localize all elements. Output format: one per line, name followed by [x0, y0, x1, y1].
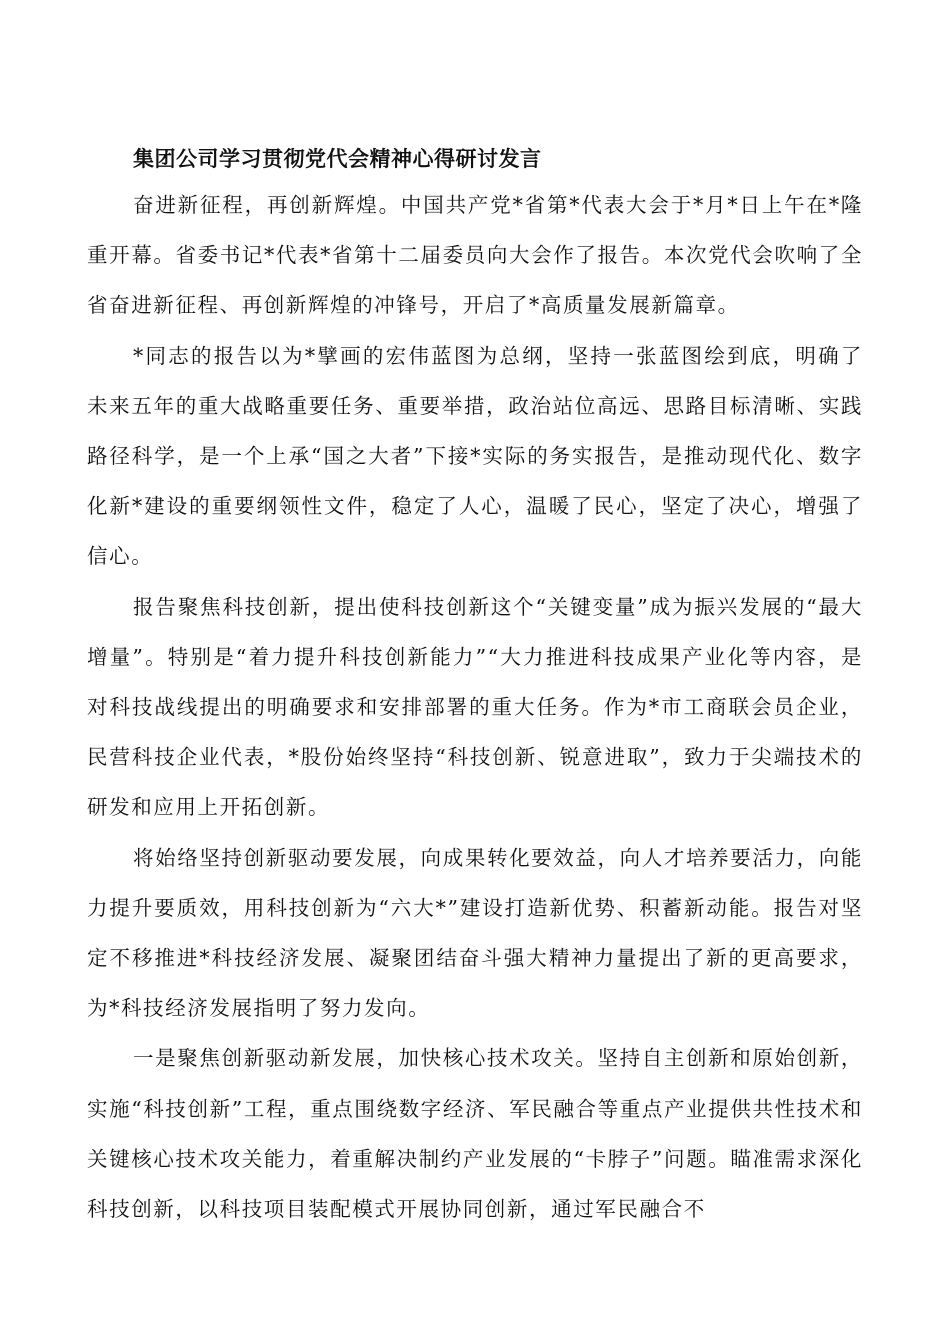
paragraph-3: 报告聚焦科技创新，提出使科技创新这个“关键变量”成为振兴发展的“最大增量”。特别是“着力提升科技创新能力”“大力推进科技成果产业化等内容，是对科技战线提出的明确要求和安排部署的重大任务。作为*市工商联会员企业，民营科技企业代表，*股份始终坚持“科技创新、锐意进取”，致力于尖端技术的研发和应用上开拓创新。 [87, 594, 863, 820]
document-body [87, 138, 863, 1234]
paragraph-4: 将始络坚持创新驱动要发展，向成果转化要效益，向人才培养要活力，向能力提升要质效，用科技创新为“六大*”建设打造新优势、积蓄新动能。报告对坚定不移推进*科技经济发展、凝聚团结奋斗强大精神力量提出了新的更高要求，为*科技经济发展指明了努力发向。 [87, 845, 863, 1021]
document-title: 集团公司学习贯彻党代会精神心得研讨发言 [133, 146, 542, 171]
paragraph-5: 一是聚焦创新驱动新发展，加快核心技术攻关。坚持自主创新和原始创新，实施“科技创新”工程，重点围绕数字经济、军民融合等重点产业提供共性技术和关键核心技术攻关能力，着重解决制约产业发展的“卡脖子”问题。瞄准需求深化科技创新，以科技项目装配模式开展协同创新，通过军民融合不 [87, 1046, 863, 1222]
paragraph-2: *同志的报告以为*擘画的宏伟蓝图为总纲，坚持一张蓝图绘到底，明确了未来五年的重大战略重要任务、重要举措，政治站位高远、思路目标清晰、实践路径科学，是一个上承“国之大者”下接*实际的务实报告，是推动现代化、数字化新*建设的重要纲领性文件，稳定了人心，温暖了民心，坚定了决心，增强了信心。 [87, 343, 863, 569]
paragraph-1: 奋进新征程，再创新辉煌。中国共产党*省第*代表大会于*月*日上午在*隆重开幕。省委书记*代表*省第十二届委员向大会作了报告。本次党代会吹响了全省奋进新征程、再创新辉煌的冲锋号，开启了*高质量发展新篇章。 [87, 193, 863, 318]
